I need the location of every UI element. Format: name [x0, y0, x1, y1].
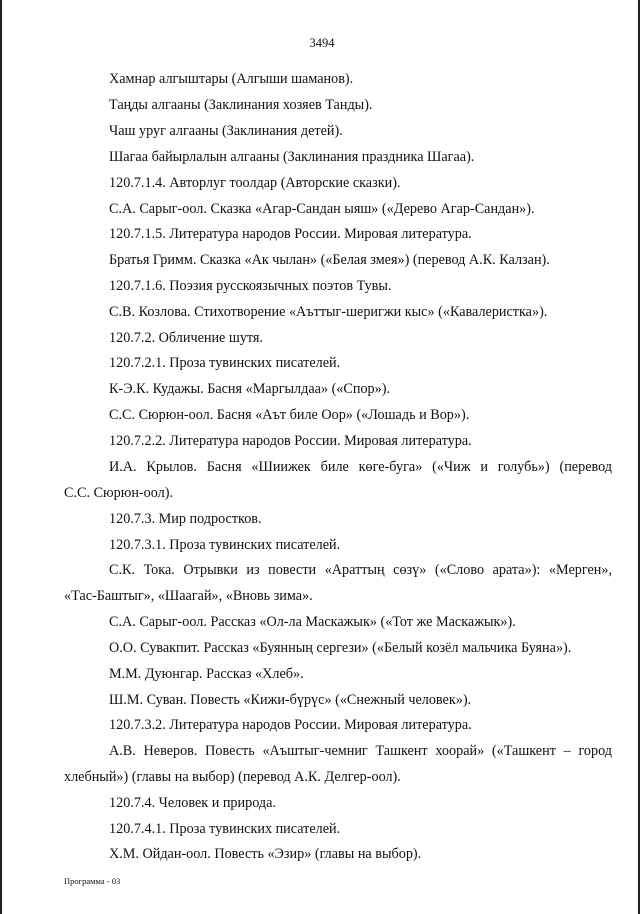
- text-line: «Тас-Баштыг», «Шаагай», «Вновь зима».: [64, 588, 313, 604]
- page-number: 3494: [309, 36, 335, 50]
- text-line: С.А. Сарыг-оол. Сказка «Агар-Сандан ыяш» («Дерево Агар-Сандан»).: [109, 201, 535, 217]
- text-line: С.К. Тока. Отрывки из повести «Араттың сөзү» («Слово арата»): «Мерген»,: [109, 562, 612, 578]
- text-line: Таңды алгааны (Заклинания хозяев Танды).: [109, 97, 373, 113]
- text-line: Братья Гримм. Сказка «Ак чылан» («Белая змея») (перевод А.К. Калзан).: [109, 252, 550, 268]
- text-line: И.А. Крылов. Басня «Шиижек биле көге-буга» («Чиж и голубь») (перевод: [109, 459, 612, 475]
- text-line: Шагаа байырлалын алгааны (Заклинания праздника Шагаа).: [109, 149, 475, 165]
- text-line: С.В. Козлова. Стихотворение «Аъттыг-шеригжи кыс» («Кавалеристка»).: [109, 304, 548, 320]
- text-line: 120.7.4. Человек и природа.: [109, 795, 276, 811]
- text-line: С.А. Сарыг-оол. Рассказ «Ол-ла Маскажык» («Тот же Маскажык»).: [109, 614, 516, 630]
- text-line: Чаш уруг алгааны (Заклинания детей).: [109, 123, 343, 139]
- text-line: 120.7.1.4. Авторлуг тоолдар (Авторские сказки).: [109, 175, 401, 191]
- text-line: 120.7.2.2. Литература народов России. Мировая литература.: [109, 433, 472, 449]
- text-line: 120.7.2. Обличение шутя.: [109, 330, 264, 346]
- footer-label: Программа - 03: [64, 876, 121, 886]
- text-line: 120.7.2.1. Проза тувинских писателей.: [109, 355, 341, 371]
- text-line: 120.7.1.5. Литература народов России. Мировая литература.: [109, 226, 472, 242]
- text-line: 120.7.3.1. Проза тувинских писателей.: [109, 537, 341, 553]
- text-line: К-Э.К. Кудажы. Басня «Маргылдаа» («Спор»).: [109, 381, 391, 397]
- text-line: 120.7.3. Мир подростков.: [109, 511, 262, 527]
- text-line: 120.7.4.1. Проза тувинских писателей.: [109, 821, 341, 837]
- text-line: М.М. Дуюнгар. Рассказ «Хлеб».: [109, 666, 304, 682]
- text-line: Ш.М. Суван. Повесть «Кижи-бүрүс» («Снежный человек»).: [109, 692, 472, 708]
- text-line: хлебный») (главы на выбор) (перевод А.К. Делгер-оол).: [64, 769, 401, 785]
- text-line: 120.7.1.6. Поэзия русскоязычных поэтов Тувы.: [109, 278, 392, 294]
- text-line: 120.7.3.2. Литература народов России. Мировая литература.: [109, 717, 472, 733]
- text-line: С.С. Сюрюн-оол).: [64, 485, 173, 501]
- text-line: Хамнар алгыштары (Алгыши шаманов).: [109, 71, 354, 87]
- text-line: А.В. Неверов. Повесть «Аъштыг-чемниг Ташкент хоорай» («Ташкент – город: [109, 743, 612, 759]
- text-line: Х.М. Ойдан-оол. Повесть «Эзир» (главы на выбор).: [109, 846, 422, 862]
- text-line: С.С. Сюрюн-оол. Басня «Аът биле Оор» («Лошадь и Вор»).: [109, 407, 470, 423]
- text-line: О.О. Сувакпит. Рассказ «Буянның сергези» («Белый козёл мальчика Буяна»).: [109, 640, 572, 656]
